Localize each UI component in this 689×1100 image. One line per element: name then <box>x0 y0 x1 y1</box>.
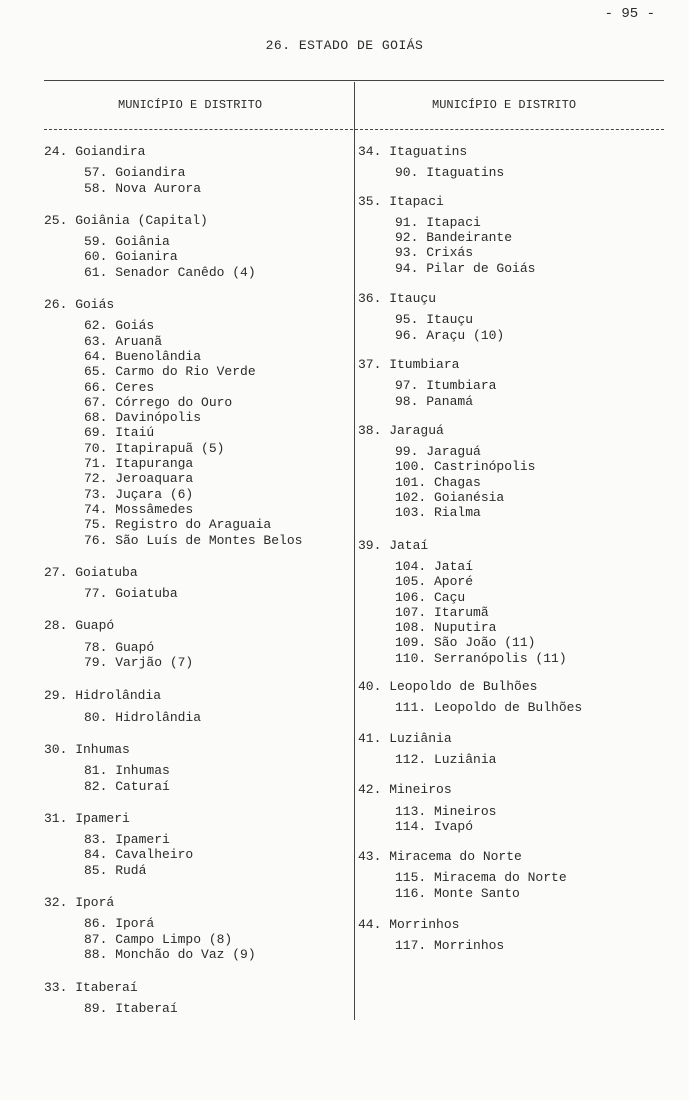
district-item: 65. Carmo do Rio Verde <box>84 364 256 380</box>
district-item: 61. Senador Canêdo (4) <box>84 264 256 280</box>
district-item: 99. Jaraguá <box>395 444 481 460</box>
district-item: 116. Monte Santo <box>395 885 520 901</box>
municipality-label: 24. Goiandira <box>44 144 146 159</box>
municipality-label: 31. Ipameri <box>44 810 130 826</box>
district-item: 69. Itaiú <box>84 425 155 441</box>
page-title: 26. ESTADO DE GOIÁS <box>265 38 424 53</box>
municipality-label: 43. Miracema do Norte <box>358 849 522 865</box>
district-item: 89. Itaberaí <box>84 1001 178 1017</box>
district-list <box>358 378 658 409</box>
district-list <box>358 700 658 715</box>
column-divider <box>354 82 355 1020</box>
municipality-group <box>358 782 658 834</box>
municipality-group <box>358 291 658 343</box>
district-list <box>358 804 658 835</box>
district-list <box>44 586 344 601</box>
municipality-group <box>44 213 344 280</box>
municipality-label: 29. Hidrolândia <box>44 688 162 704</box>
district-item: 83. Ipameri <box>84 832 170 848</box>
district-item: 67. Córrego do Ouro <box>84 394 233 410</box>
municipality-label: 37. Itumbiara <box>358 356 460 372</box>
district-item: 112. Luziânia <box>395 751 497 767</box>
district-list <box>44 763 344 794</box>
district-item: 62. Goiás <box>84 318 155 334</box>
district-item: 79. Varjão (7) <box>84 655 194 671</box>
district-list <box>358 215 658 276</box>
district-item: 100. Castrinópolis <box>395 459 536 475</box>
district-item: 86. Iporá <box>84 916 155 932</box>
district-item: 94. Pilar de Goiás <box>395 260 536 276</box>
municipality-group <box>44 144 344 196</box>
municipality-group <box>44 742 344 794</box>
district-item: 114. Ivapó <box>395 818 474 834</box>
municipality-group <box>358 849 658 901</box>
district-item: 64. Buenolândia <box>84 348 202 364</box>
municipality-group <box>358 194 658 276</box>
district-item: 75. Registro do Araguaia <box>84 517 272 533</box>
district-list <box>358 559 658 666</box>
municipality-label: 33. Itaberaí <box>44 980 138 996</box>
district-item: 92. Bandeirante <box>395 230 513 246</box>
district-item: 91. Itapaci <box>395 214 481 230</box>
district-item: 95. Itauçu <box>395 312 474 328</box>
column-header-right: MUNICÍPIO E DISTRITO <box>432 98 577 112</box>
district-item: 93. Crixás <box>395 245 474 261</box>
district-item: 102. Goianésia <box>395 490 505 506</box>
municipality-label: 28. Guapó <box>44 618 115 634</box>
municipality-label: 26. Goiás <box>44 297 115 313</box>
district-item: 68. Davinópolis <box>84 410 202 426</box>
district-list <box>44 234 344 280</box>
municipality-group <box>44 565 344 602</box>
municipality-group <box>358 538 658 666</box>
municipality-label: 25. Goiânia (Capital) <box>44 212 208 228</box>
municipality-group <box>44 688 344 725</box>
municipality-group <box>358 144 658 181</box>
municipality-group <box>358 917 658 954</box>
municipality-label: 32. Iporá <box>44 894 115 910</box>
municipality-label: 30. Inhumas <box>44 741 130 757</box>
municipality-group <box>358 679 658 716</box>
municipality-label: 40. Leopoldo de Bulhões <box>358 679 538 695</box>
district-item: 106. Caçu <box>395 589 466 605</box>
municipality-label: 36. Itauçu <box>358 291 437 307</box>
district-list <box>358 165 658 180</box>
district-item: 58. Nova Aurora <box>84 180 202 196</box>
district-list <box>358 938 658 953</box>
municipality-group <box>44 297 344 548</box>
district-list <box>358 444 658 520</box>
right-column <box>358 144 658 954</box>
district-item: 113. Mineiros <box>395 803 497 819</box>
left-column <box>44 144 344 1017</box>
district-list <box>44 916 344 962</box>
page-number: - 95 - <box>604 6 655 22</box>
district-item: 108. Nuputira <box>395 620 497 636</box>
district-item: 70. Itapirapuã (5) <box>84 440 225 456</box>
table-top-rule <box>44 80 664 81</box>
district-item: 103. Rialma <box>395 505 481 521</box>
district-list <box>358 312 658 343</box>
district-item: 115. Miracema do Norte <box>395 870 567 886</box>
district-item: 74. Mossâmedes <box>84 501 194 517</box>
municipality-label: 34. Itaguatins <box>358 144 468 159</box>
municipality-label: 44. Morrinhos <box>358 916 460 932</box>
municipality-label: 27. Goiatuba <box>44 564 138 580</box>
district-item: 72. Jeroaquara <box>84 471 194 487</box>
district-item: 117. Morrinhos <box>395 938 505 954</box>
district-list <box>44 165 344 196</box>
district-item: 81. Inhumas <box>84 763 170 779</box>
municipality-group <box>358 357 658 409</box>
district-item: 96. Araçu (10) <box>395 327 505 343</box>
municipality-label: 41. Luziânia <box>358 730 452 746</box>
district-item: 107. Itarumã <box>395 604 489 620</box>
district-item: 78. Guapó <box>84 639 155 655</box>
district-item: 110. Serranópolis (11) <box>395 650 567 666</box>
district-list <box>358 752 658 767</box>
district-item: 71. Itapuranga <box>84 456 194 472</box>
district-item: 109. São João (11) <box>395 635 536 651</box>
municipality-group <box>358 731 658 768</box>
district-item: 76. São Luís de Montes Belos <box>84 532 303 548</box>
district-item: 87. Campo Limpo (8) <box>84 931 233 947</box>
municipality-group <box>44 980 344 1017</box>
district-item: 90. Itaguatins <box>395 165 505 181</box>
district-list <box>44 710 344 725</box>
district-item: 66. Ceres <box>84 379 155 395</box>
district-item: 59. Goiânia <box>84 234 170 250</box>
district-item: 57. Goiandira <box>84 165 186 181</box>
district-item: 98. Panamá <box>395 393 474 409</box>
column-header-left: MUNICÍPIO E DISTRITO <box>118 98 263 112</box>
district-item: 84. Cavalheiro <box>84 847 194 863</box>
district-list <box>44 832 344 878</box>
municipality-group <box>44 895 344 962</box>
municipality-group <box>358 423 658 521</box>
district-item: 88. Monchão do Vaz (9) <box>84 946 256 962</box>
district-list <box>44 640 344 671</box>
district-item: 60. Goianira <box>84 249 178 265</box>
municipality-label: 38. Jaraguá <box>358 422 444 438</box>
municipality-label: 39. Jataí <box>358 537 429 553</box>
municipality-label: 35. Itapaci <box>358 193 444 209</box>
district-item: 105. Aporé <box>395 574 474 590</box>
district-item: 97. Itumbiara <box>395 378 497 394</box>
district-item: 80. Hidrolândia <box>84 709 202 725</box>
district-list <box>44 318 344 547</box>
district-item: 82. Caturaí <box>84 778 170 794</box>
district-item: 111. Leopoldo de Bulhões <box>395 700 583 716</box>
district-item: 85. Rudá <box>84 862 147 878</box>
district-item: 63. Aruanã <box>84 333 163 349</box>
district-item: 104. Jataí <box>395 558 474 574</box>
municipality-group <box>44 811 344 878</box>
district-list <box>358 870 658 901</box>
district-item: 73. Juçara (6) <box>84 486 194 502</box>
district-list <box>44 1001 344 1016</box>
municipality-group <box>44 618 344 670</box>
district-item: 77. Goiatuba <box>84 586 178 602</box>
district-item: 101. Chagas <box>395 474 481 490</box>
municipality-label: 42. Mineiros <box>358 782 452 798</box>
